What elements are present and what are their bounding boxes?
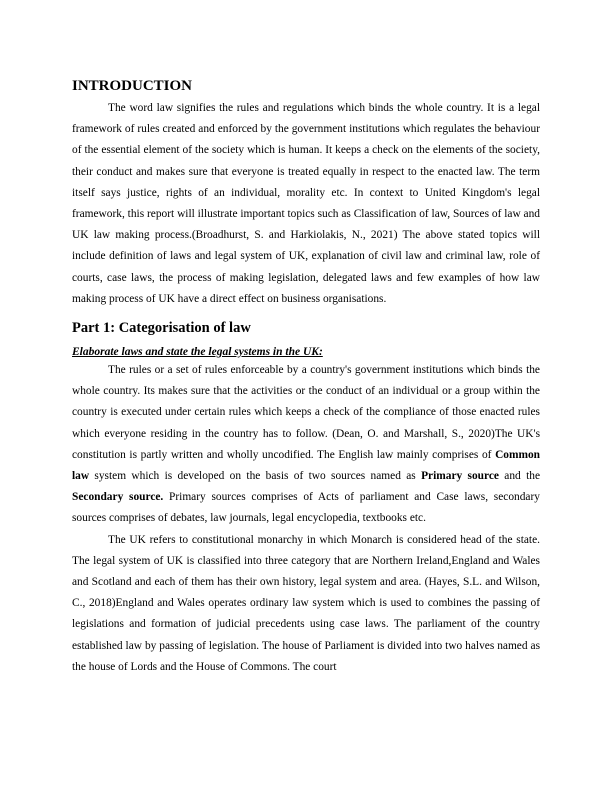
p1-text-a: The rules or a set of rules enforceable by a country's government institutions which binds the whole country. Its makes sure that the activities or the conduct of an individual or a group within the country is executed under certain rules which keeps a check of the compliance of those enacted rules which everyone residing in the country has to follow. (Dean, O. and Marshall, S., 2020)The UK's constitution is partly written and wholly uncodified. The English law mainly comprises of [72, 364, 540, 461]
part1-paragraph-2: The UK refers to constitutional monarchy in which Monarch is considered head of the state. The legal system of UK is classified into three category that are Northern Ireland,England and Wales and Scotland and each of them has their own history, legal system and area. (Hayes, S.L. and Wilson, C., 2018)England and Wales operates ordinary law system which is used to combines the passing of legislations and formation of judicial precedents using case laws. The parliament of the country established law by passing of legislation. The house of Parliament is divided into two halves named as the house of Lords and the House of Commons. The court [72, 533, 540, 673]
secondary-source-term: Secondary source. [72, 491, 164, 504]
p1-text-c: and the [498, 470, 541, 483]
introduction-paragraph: The word law signifies the rules and regulations which binds the whole country. It is a legal framework of rules created and enforced by the government institutions which regulates the behaviour of the essential element of the society which is human. It keeps a check on the elements of the society, their conduct and makes sure that everyone is treated equally in respect to the enacted law. The term itself says justice, rights of an individual, morality etc. In context to United Kingdom's legal framework, this report will illustrate important topics such as Classification of law, Sources of law and UK law making process.(Broadhurst, S. and Harkiolakis, N., 2021) The above stated topics will include definition of laws and legal system of UK, explanation of civil law and criminal law, role of courts, case laws, the process of making legislation, delegated laws and few examples of how law making process of UK have a direct effect on business organisations. [72, 102, 540, 305]
common-law-term: Common law [72, 448, 540, 483]
part1-paragraph-1 [72, 360, 540, 530]
p1-text-d: Primary sources comprises of Acts of parliament and Case laws, secondary sources comprises of debates, law journals, legal encyclopedia, textbooks etc. [72, 491, 540, 525]
p1-text-b: system which is developed on the basis of two sources named as [89, 470, 422, 483]
introduction-heading: INTRODUCTION [72, 78, 193, 94]
page-content [72, 76, 540, 678]
primary-source-term: Primary source [421, 470, 499, 483]
part1-heading: Part 1: Categorisation of law [72, 320, 251, 337]
part1-subheading: Elaborate laws and state the legal systems in the UK: [72, 346, 323, 359]
